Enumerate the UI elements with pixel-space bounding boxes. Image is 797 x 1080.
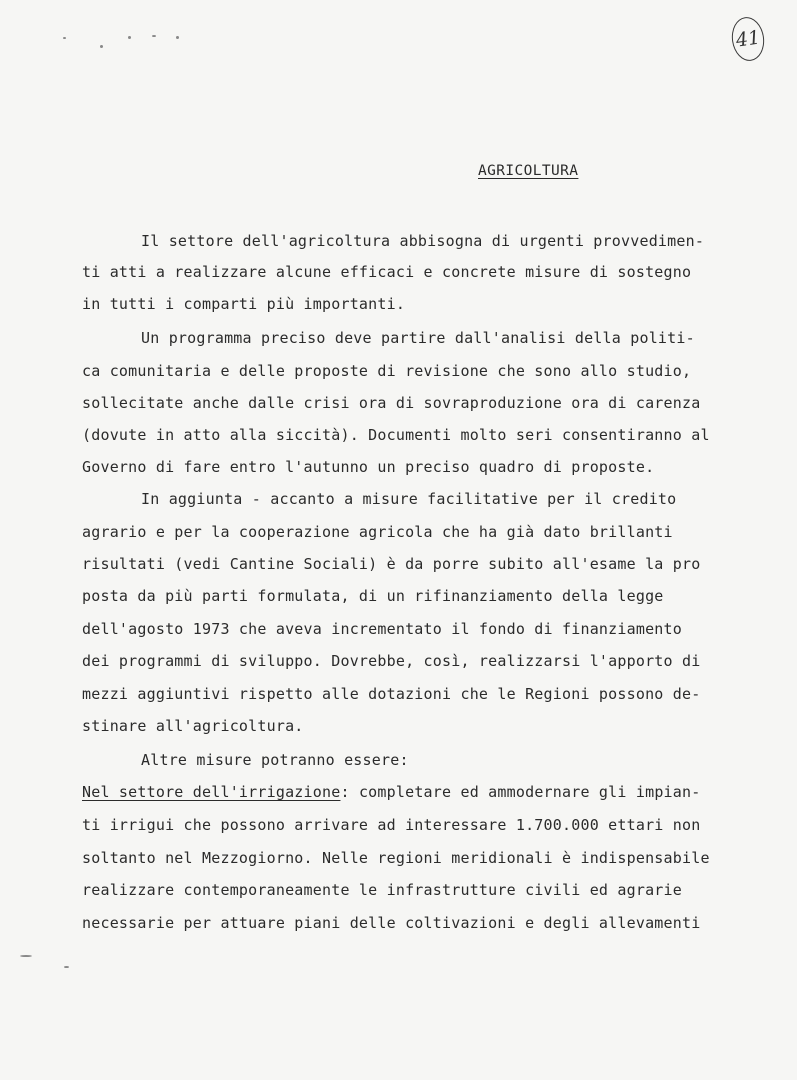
irrigation-heading: Nel settore dell'irrigazione [82,783,341,801]
text-line: Altre misure potranno essere: [141,751,409,769]
scan-speck [20,955,32,957]
text-line: Governo di fare entro l'autunno un preciso quadro di proposte. [82,458,655,476]
text-line: necessarie per attuare piani delle coltivazioni e degli allevamenti [82,914,701,932]
scan-speck [63,37,66,39]
text-line: sollecitate anche dalle crisi ora di sovraproduzione ora di carenza [82,394,701,412]
scan-speck [176,36,179,39]
text-line: (dovute in atto alla siccità). Documenti molto seri consentiranno al [82,426,710,444]
text-line: stinare all'agricoltura. [82,717,304,735]
text-line [82,782,700,802]
text-line: dell'agosto 1973 che aveva incrementato il fondo di finanziamento [82,620,682,638]
text-line: risultati (vedi Cantine Sociali) è da porre subito all'esame la pro [82,555,701,573]
text-line: dei programmi di sviluppo. Dovrebbe, così, realizzarsi l'apporto di [82,652,701,670]
text-line: agrario e per la cooperazione agricola che ha già dato brillanti [82,523,673,541]
page-number: 41 [729,15,767,63]
irrigation-colon: : [340,783,350,801]
text-line: ca comunitaria e delle proposte di revisione che sono allo studio, [82,362,692,380]
text-line: in tutti i comparti più importanti. [82,295,406,313]
scan-speck [64,966,69,968]
text-line: Il settore dell'agricoltura abbisogna di urgenti provvedimen- [141,232,705,250]
scan-speck [100,45,103,48]
text-line: ti irrigui che possono arrivare ad interessare 1.700.000 ettari non [82,816,701,834]
text-line: Un programma preciso deve partire dall'analisi della politi- [141,329,695,347]
text-line: soltanto nel Mezzogiorno. Nelle regioni meridionali è indispensabile [82,849,710,867]
scan-speck [152,35,156,37]
text-line: posta da più parti formulata, di un rifinanziamento della legge [82,587,664,605]
scan-speck [128,36,131,39]
page-title: AGRICOLTURA [478,163,579,179]
text-line: mezzi aggiuntivi rispetto alle dotazioni che le Regioni possono de- [82,685,701,703]
text-line: realizzare contemporaneamente le infrastrutture civili ed agrarie [82,881,682,899]
text-line: ti atti a realizzare alcune efficaci e concrete misure di sostegno [82,263,692,281]
text-line: In aggiunta - accanto a misure facilitative per il credito [141,490,677,508]
irrigation-text: completare ed ammodernare gli impian- [358,783,701,801]
